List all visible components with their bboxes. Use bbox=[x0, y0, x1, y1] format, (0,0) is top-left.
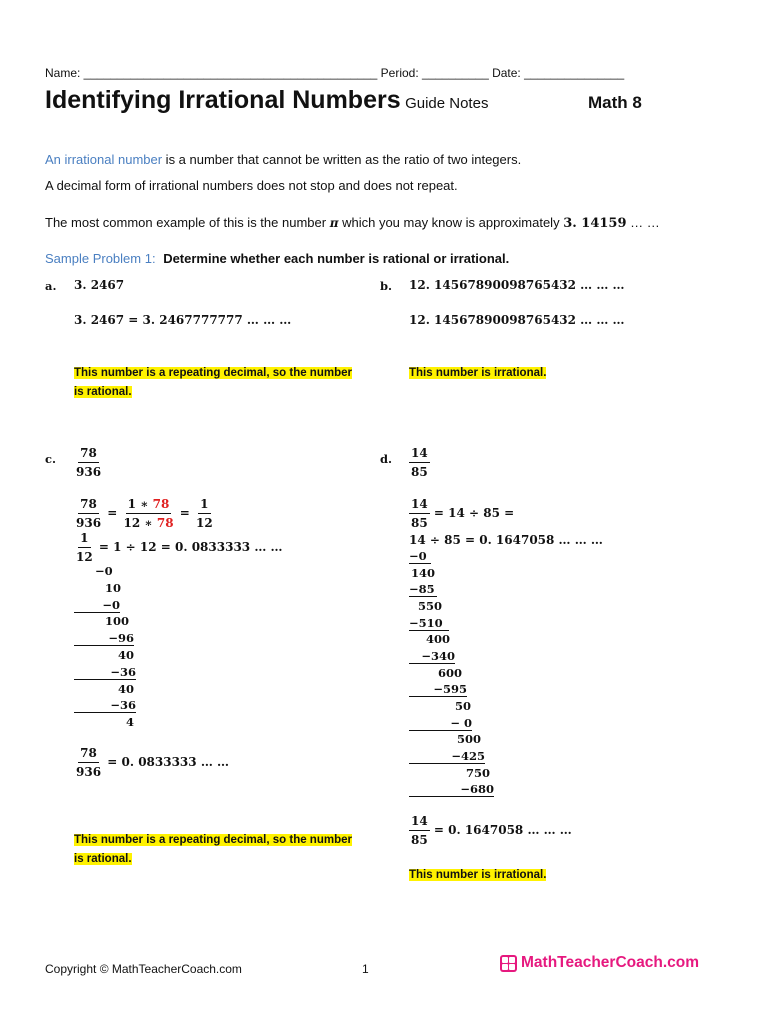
decimal-form-line: A decimal form of irrational numbers does not stop and does not repeat. bbox=[45, 178, 458, 193]
problem-d-fraction bbox=[409, 446, 430, 479]
d-div-step: −0 bbox=[409, 549, 431, 564]
c-div-step: −0 bbox=[74, 598, 120, 613]
sample-problem-instruction: Determine whether each number is rational or irrational. bbox=[163, 251, 510, 266]
eq2-num: 1 bbox=[78, 531, 90, 548]
pi-value: 3. 14159 bbox=[563, 216, 627, 231]
d-div-step: −510 bbox=[409, 616, 449, 631]
d-div-step: 750 bbox=[466, 766, 491, 780]
problem-d-equation2: 14 ÷ 85 = 0. 1647058 … … … bbox=[409, 533, 603, 547]
d-div-step: −680 bbox=[409, 782, 494, 797]
d-div-step: −595 bbox=[409, 682, 467, 697]
c-div-step: 4 bbox=[126, 715, 135, 729]
problem-b-number: 12. 14567890098765432 … … … bbox=[409, 278, 625, 292]
d-result-den: 85 bbox=[411, 833, 428, 847]
definition-line bbox=[45, 152, 521, 167]
problem-d-denominator: 85 bbox=[411, 465, 428, 479]
problem-c-fraction bbox=[74, 446, 103, 479]
problem-b-answer-text: This number is irrational. bbox=[409, 367, 547, 379]
c-div-step: 100 bbox=[105, 614, 130, 628]
course-label: Math 8 bbox=[588, 93, 642, 112]
pi-line-mid: which you may know is approximately bbox=[338, 215, 564, 230]
d-eq1-rest: = 14 ÷ 85 = bbox=[433, 506, 515, 520]
eq2-den: 12 bbox=[76, 550, 93, 564]
definition-text: is a number that cannot be written as the ratio of two integers. bbox=[162, 152, 522, 167]
problem-b-answer bbox=[409, 363, 546, 382]
problem-d-numerator: 14 bbox=[409, 446, 430, 463]
c-result-num: 78 bbox=[78, 746, 99, 763]
pi-line-end: … … bbox=[626, 215, 660, 230]
d-eq1-den: 85 bbox=[411, 516, 428, 530]
problem-d-answer bbox=[409, 865, 546, 884]
d-div-step: 550 bbox=[418, 599, 443, 613]
copyright-text: Copyright © MathTeacherCoach.com bbox=[45, 962, 242, 976]
c-div-step: −36 bbox=[74, 698, 136, 713]
d-div-step: −340 bbox=[409, 649, 455, 664]
eq1-den2-red: 78 bbox=[156, 516, 174, 530]
d-result-rest: = 0. 1647058 … … … bbox=[433, 823, 572, 837]
page-subtitle: Guide Notes bbox=[405, 95, 489, 112]
d-div-step: −85 bbox=[409, 582, 437, 597]
brand-logo bbox=[500, 954, 699, 972]
problem-b-letter: b. bbox=[380, 279, 393, 293]
eq2-rest: = 1 ÷ 12 = 0. 0833333 … … bbox=[98, 540, 283, 554]
c-result-rest: = 0. 0833333 … … bbox=[107, 755, 229, 769]
problem-a-number: 3. 2467 bbox=[74, 278, 125, 292]
irrational-term: An irrational number bbox=[45, 152, 163, 167]
d-div-step: 50 bbox=[455, 699, 472, 713]
d-div-step: 140 bbox=[411, 566, 436, 580]
eq1-den1: 936 bbox=[76, 516, 102, 530]
c-div-step: −0 bbox=[95, 564, 113, 578]
problem-b-work: 12. 14567890098765432 … … … bbox=[409, 313, 625, 327]
eq1-num3: 1 bbox=[198, 497, 210, 514]
eq1-num2: 1 ∗ bbox=[127, 497, 153, 511]
name-period-date-line: Name: ____________________________________________ Period: __________ Date: _______________ bbox=[45, 66, 625, 80]
problem-a-letter: a. bbox=[45, 279, 57, 293]
sample-problem-label: Sample Problem 1: bbox=[45, 251, 156, 266]
problem-c-answer-line2: is rational. bbox=[74, 853, 132, 865]
problem-a-answer-line2: is rational. bbox=[74, 386, 132, 398]
eq1-den2: 12 ∗ bbox=[123, 516, 157, 530]
problem-c-result bbox=[74, 746, 229, 779]
d-div-step: −425 bbox=[409, 749, 485, 764]
pi-symbol: π bbox=[329, 216, 339, 230]
problem-d-equation1 bbox=[409, 497, 514, 530]
problem-a-work: 3. 2467 = 3. 2467777777 … … … bbox=[74, 313, 292, 327]
c-div-step: 40 bbox=[118, 648, 135, 662]
d-div-step: 600 bbox=[438, 666, 463, 680]
c-div-step: 40 bbox=[118, 682, 135, 696]
problem-c-denominator: 936 bbox=[76, 465, 102, 479]
page-number: 1 bbox=[362, 962, 369, 976]
problem-d-answer-text: This number is irrational. bbox=[409, 869, 547, 881]
d-div-step: 500 bbox=[457, 732, 482, 746]
problem-c-equation1: $\frac{78}{936}$ = $\frac{1 ∗ 78}{12 ∗ 78}$ = $\frac{1}{12}$ bbox=[76, 497, 213, 530]
pi-example-line bbox=[45, 215, 660, 231]
eq1-den3: 12 bbox=[196, 516, 213, 530]
c-div-step: −36 bbox=[74, 665, 136, 680]
d-result-num: 14 bbox=[409, 814, 430, 831]
calculator-icon bbox=[500, 955, 517, 972]
d-div-step: 400 bbox=[426, 632, 451, 646]
d-div-step: − 0 bbox=[409, 716, 472, 731]
problem-c-equation2 bbox=[74, 531, 283, 564]
c-result-den: 936 bbox=[76, 765, 102, 779]
page-title: Identifying Irrational Numbers bbox=[45, 86, 401, 114]
page-title-block bbox=[45, 86, 488, 115]
problem-a-answer-line1: This number is a repeating decimal, so the number bbox=[74, 367, 352, 379]
sample-problem-heading bbox=[45, 251, 509, 266]
c-div-step: −96 bbox=[74, 631, 134, 646]
d-eq1-num: 14 bbox=[409, 497, 430, 514]
eq1-num1: 78 bbox=[78, 497, 99, 514]
eq1-num2-red: 78 bbox=[152, 497, 170, 511]
brand-logo-text: MathTeacherCoach.com bbox=[521, 954, 700, 971]
pi-line-text: The most common example of this is the number bbox=[45, 215, 330, 230]
problem-c-numerator: 78 bbox=[78, 446, 99, 463]
problem-c-answer-line1: This number is a repeating decimal, so the number bbox=[74, 834, 352, 846]
problem-c-letter: c. bbox=[45, 452, 57, 466]
c-div-step: 10 bbox=[105, 581, 122, 595]
problem-d-result bbox=[409, 814, 572, 847]
problem-d-letter: d. bbox=[380, 452, 393, 466]
problem-c-answer bbox=[74, 830, 352, 868]
problem-a-answer bbox=[74, 363, 352, 401]
